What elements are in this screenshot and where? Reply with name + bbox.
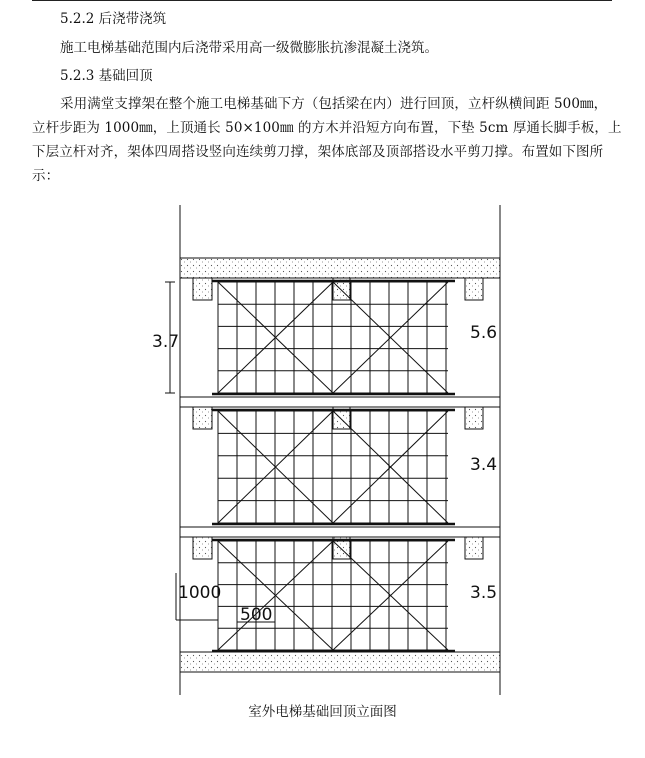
dimension-label-right: 5.6 [470, 323, 498, 343]
dimension-label-right: 3.5 [470, 583, 498, 603]
page-top-rule [32, 0, 612, 1]
dimension-label-step: 1000 [178, 583, 222, 603]
figure-caption: 室外电梯基础回顶立面图 [248, 704, 397, 720]
beam-section [465, 407, 483, 429]
paragraph-line: 下层立杆对齐，架体四周搭设竖向连续剪刀撑，架体底部及顶部搭设水平剪刀撑。布置如下图所 [32, 144, 604, 160]
foundation-slab [180, 652, 500, 672]
beam-section [465, 537, 483, 559]
paragraph-line: 示： [32, 168, 60, 184]
section-heading-5-2-2: 5.2.2 后浇带浇筑 [60, 11, 167, 27]
elevation-drawing [0, 195, 645, 695]
floor-slab [180, 527, 500, 537]
beam-section [465, 278, 483, 300]
paragraph-5-2-2: 施工电梯基础范围内后浇带采用高一级微膨胀抗渗混凝土浇筑。 [60, 40, 438, 56]
section-heading-5-2-3: 5.2.3 基础回顶 [60, 68, 153, 84]
dimension-label-left: 3.7 [152, 332, 180, 352]
beam-section [193, 407, 212, 429]
paragraph-line: 立杆步距为 1000㎜，上顶通长 50×100㎜ 的方木并沿短方向布置，下垫 5cm 厚通长脚手板，上 [32, 120, 622, 136]
paragraph-5-2-3 [32, 92, 622, 188]
dimension-label-spacing: 500 [240, 605, 273, 625]
dimension-label-right: 3.4 [470, 455, 498, 475]
beam-section [193, 278, 212, 300]
paragraph-line: 采用满堂支撑架在整个施工电梯基础下方（包括梁在内）进行回顶，立杆纵横间距 500㎜， [60, 96, 608, 112]
floor-slab [180, 397, 500, 407]
ceiling-slab [180, 258, 500, 278]
beam-section [193, 537, 212, 559]
